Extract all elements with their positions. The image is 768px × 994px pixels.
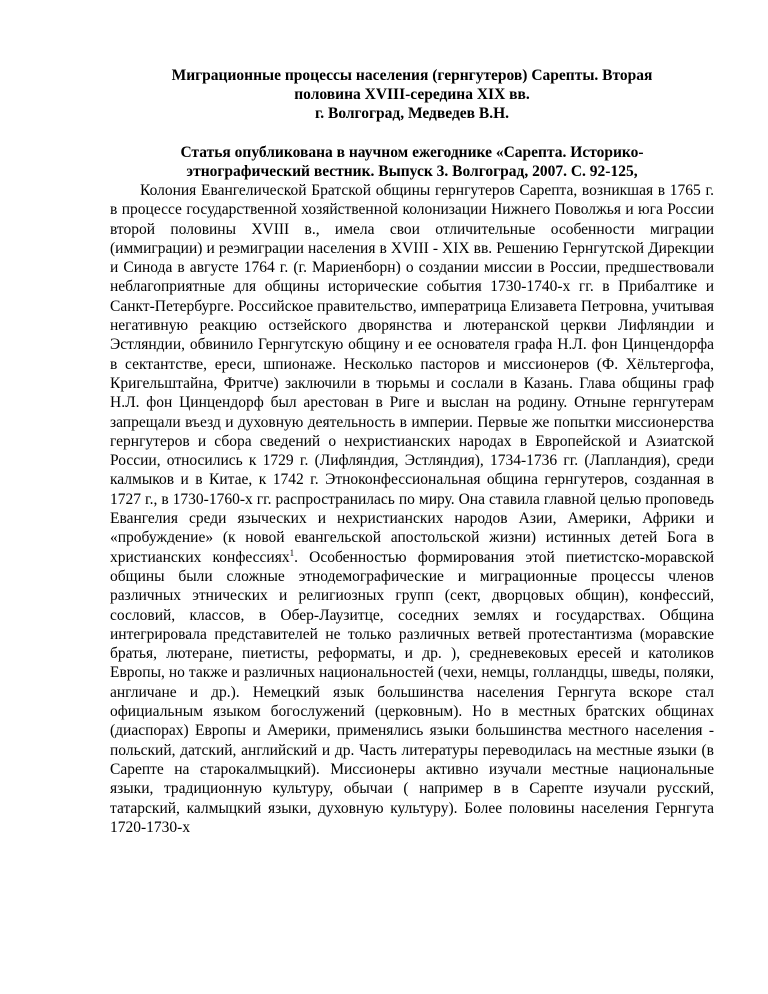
- document-page: [110, 66, 714, 837]
- body-text-part-1: Колония Евангелической Братской общины гернгутеров Сарепта, возникшая в 1765 г. в процессе государственной хозяйственной колонизации Нижнего Поволжья и юга России второй половины XVIII в., имела свои отличительные особенности миграции (иммиграции) и реэмиграции населения в XVIII - XIX вв. Решению Гернгутской Дирекции и Синода в августе 1764 г. (г. Мариенборн) о создании миссии в России, предшествовали неблагоприятные для общины исторические события 1730-1740-х гг. в Прибалтике и Санкт-Петербурге. Российское правительство, императрица Елизавета Петровна, учитывая негативную реакцию остзейского дворянства и лютеранской церкви Лифляндии и Эстляндии, обвинило Гернгутскую общину и ее основателя графа Н.Л. фон Цинцендорфа в сектантстве, ереси, шпионаже. Несколько пасторов и миссионеров (Ф. Хёльтергофа, Кригельштайна, Фритче) заключили в тюрьмы и сослали в Казань. Глава общины граф Н.Л. фон Цинцендорф был арестован в Риге и выслан на родину. Отныне гернгутерам запрещали въезд и духовную деятельность в империи. Первые же попытки миссионерства гернгутеров и сбора сведений о нехристианских народах в Европейской и Азиатской России, относились к 1729 г. (Лифляндия, Эстляндия), 1734-1736 гг. (Лапландия), среди калмыков и в Китае, к 1742 г. Этноконфессиональная община гернгутеров, созданная в 1727 г., в 1730-1760-х гг. распространилась по миру. Она ставила главной целью проповедь Евангелия среди языческих и нехристианских народов Азии, Америки, Африки и «пробуждение» (к новой евангельской апостольской жизни) истинных детей Бога в христианских конфессиях: [110, 182, 714, 566]
- publication-info: [110, 143, 714, 181]
- body-paragraph: [110, 181, 714, 837]
- publication-line-1: Статья опубликована в научном ежегоднике «Сарепта. Историко-: [180, 144, 644, 161]
- title-line-2: половина XVIII-середина XIX вв.: [294, 86, 530, 103]
- body-text-part-2: . Особенностью формирования этой пиетистско-моравской общины были сложные этнодемографические и миграционные процессы членов различных этнических и религиозных групп (сект, дворцовых общин), конфессий, сословий, классов, в Обер-Лаузитце, соседних землях и государствах. Община интегрировала представителей не только различных ветвей протестантизма (моравские братья, лютеране, пиетисты, реформаты, и др. ), средневековых ересей и католиков Европы, но также и различных национальностей (чехи, немцы, голландцы, шведы, поляки, англичане и др.). Немецкий язык большинства населения Гернгута вскоре стал официальным языком богослужений (церковным). Но в местных братских общинах (диаспорах) Европы и Америки, применялись языки большинства местного населения - польский, датский, английский и др. Часть литературы переводилась на местные языки (в Сарепте на старокалмыцкий). Миссионеры активно изучали местные национальные языки, традиционную культуру, обычаи ( например в в Сарепте изучали русский, татарский, калмыцкий языки, духовную культуру). Более половины населения Гернгута 1720-1730-х: [110, 548, 714, 836]
- title-line-3: г. Волгоград, Медведев В.Н.: [314, 105, 510, 122]
- publication-line-2: этнографический вестник. Выпуск 3. Волгоград, 2007. С. 92-125,: [186, 163, 638, 180]
- document-title: [110, 66, 714, 123]
- title-line-1: Миграционные процессы населения (гернгутеров) Сарепты. Вторая: [171, 67, 653, 84]
- footnote-reference[interactable]: 1: [289, 547, 295, 558]
